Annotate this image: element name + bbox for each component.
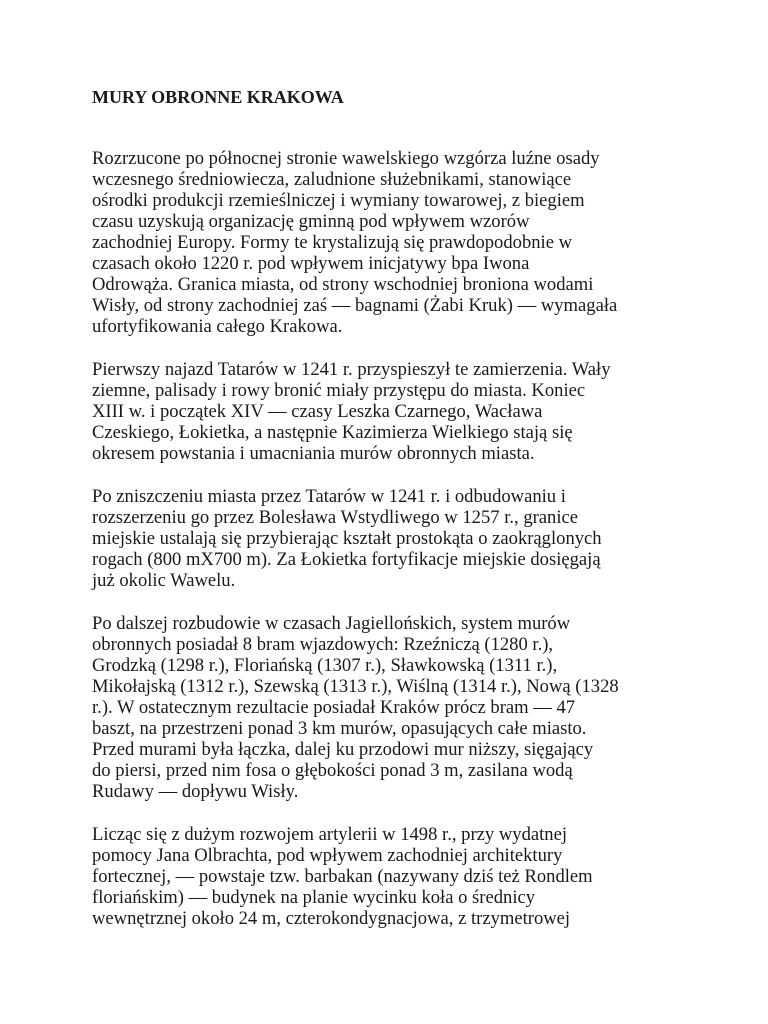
paragraph-5: Licząc się z dużym rozwojem artylerii w 1498 r., przy wydatnej pomocy Jana Olbrachta, pod wpływem zachodniej architektury fortecznej, — powstaje tzw. barbakan (nazywany dziś też Rondlem floriańskim) — budynek na planie wycinku koła o średnicy wewnętrznej około 24 m, czterokondygnacjowa, z trzymetrowej xyxy=(92,824,593,929)
paragraph-4: Po dalszej rozbudowie w czasach Jagiellońskich, system murów obronnych posiadał 8 bram wjazdowych: Rzeźniczą (1280 r.), Grodzką (1298 r.), Floriańską (1307 r.), Sławkowską (1311 r.), Mikołajską (1312 r.), Szewską (1313 r.), Wiślną (1314 r.), Nową (1328 r.). W ostatecznym rezultacie posiadał Kraków prócz bram — 47 baszt, na przestrzeni ponad 3 km murów, opasujących całe miasto. Przed murami była łączka, dalej ku przodowi mur niższy, sięgający do piersi, przed nim fosa o głębokości ponad 3 m, zasilana wodą Rudawy — dopływu Wisły. xyxy=(92,613,619,802)
document-title: MURY OBRONNE KRAKOWA xyxy=(92,87,344,107)
paragraph-1: Rozrzucone po północnej stronie wawelskiego wzgórza luźne osady wczesnego średniowiecza, zaludnione służebnikami, stanowiące ośrodki produkcji rzemieślniczej i wymiany towarowej, z biegiem czasu uzyskują organizację gminną pod wpływem wzorów zachodniej Europy. Formy te krystalizują się prawdopodobnie w czasach około 1220 r. pod wpływem inicjatywy bpa Iwona Odrowąża. Granica miasta, od strony wschodniej broniona wodami Wisły, od strony zachodniej zaś — bagnami (Żabi Kruk) — wymagała ufortyfikowania całego Krakowa. xyxy=(92,148,618,337)
paragraph-3: Po zniszczeniu miasta przez Tatarów w 1241 r. i odbudowaniu i rozszerzeniu go przez Bolesława Wstydliwego w 1257 r., granice miejskie ustalają się przybierając kształt prostokąta o zaokrąglonych rogach (800 mX700 m). Za Łokietka fortyfikacje miejskie dosięgają już okolic Wawelu. xyxy=(92,486,602,591)
paragraph-2: Pierwszy najazd Tatarów w 1241 r. przyspieszył te zamierzenia. Wały ziemne, palisady i rowy bronić miały przystępu do miasta. Koniec XIII w. i początek XIV — czasy Leszka Czarnego, Wacława Czeskiego, Łokietka, a następnie Kazimierza Wielkiego stają się okresem powstania i umacniania murów obronnych miasta. xyxy=(92,359,611,464)
document-page xyxy=(92,86,682,951)
